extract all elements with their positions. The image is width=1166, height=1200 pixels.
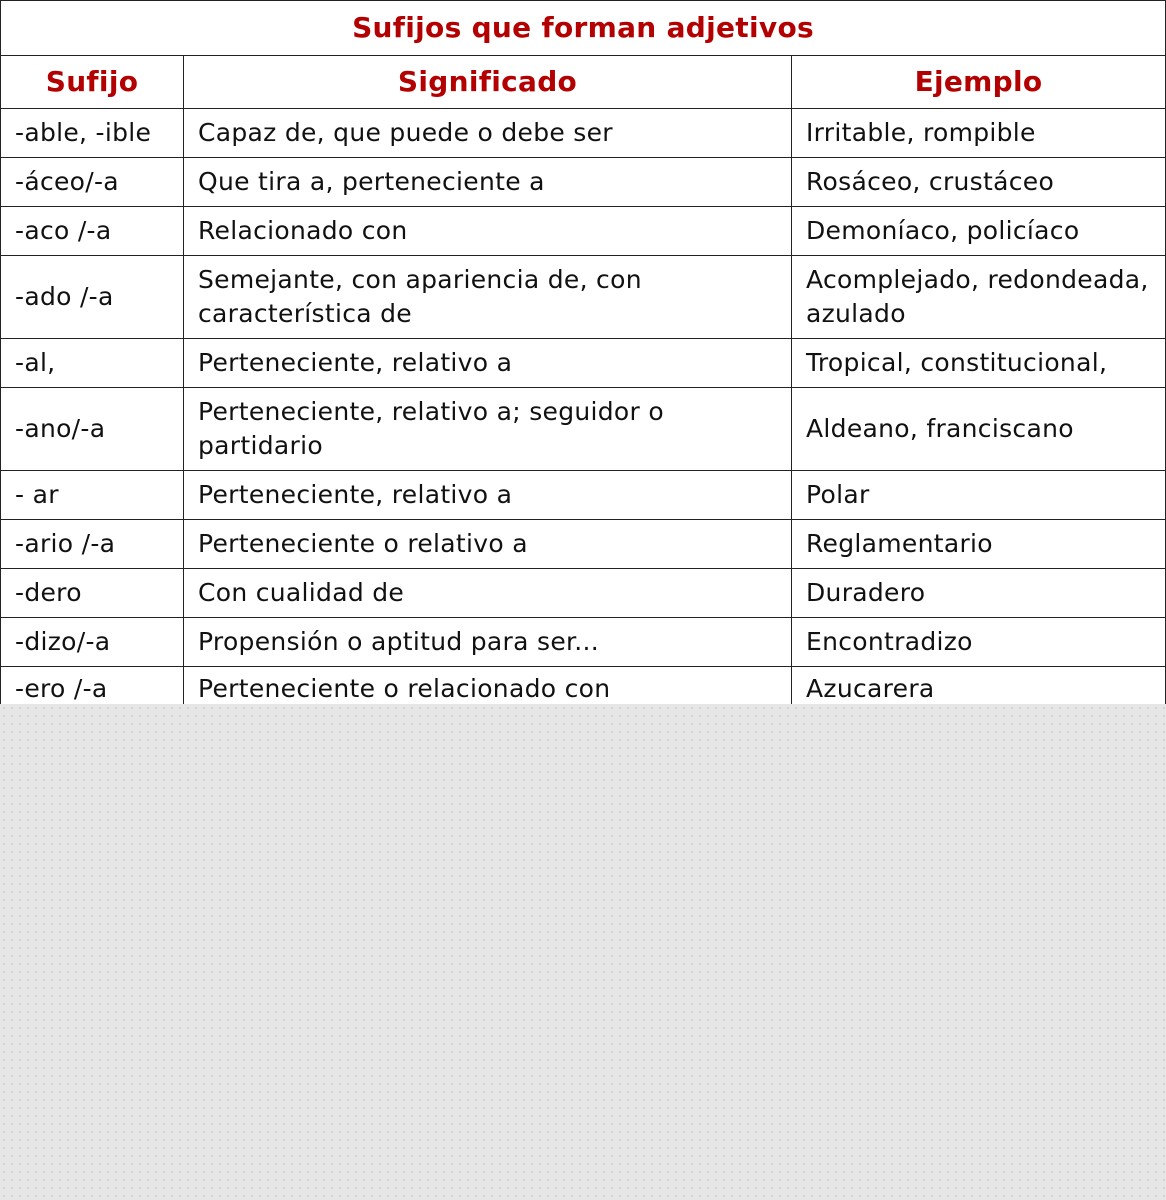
cell-suffix: - ar <box>1 471 184 520</box>
cell-example: Polar <box>792 471 1166 520</box>
cell-suffix: -ado /-a <box>1 256 184 339</box>
cell-meaning: Perteneciente o relativo a <box>184 520 792 569</box>
cell-example: Duradero <box>792 569 1166 618</box>
dotted-background-overlay <box>0 704 1166 1200</box>
cell-suffix: -aco /-a <box>1 207 184 256</box>
cell-meaning: Propensión o aptitud para ser... <box>184 618 792 667</box>
header-sufijo: Sufijo <box>1 56 184 109</box>
cell-meaning: Perteneciente, relativo a <box>184 339 792 388</box>
cell-example: Acomplejado, redondeada, azulado <box>792 256 1166 339</box>
cell-meaning: Relacionado con <box>184 207 792 256</box>
cell-suffix: -able, -ible <box>1 109 184 158</box>
table-row <box>1 207 1166 256</box>
cell-suffix: -ario /-a <box>1 520 184 569</box>
table-row <box>1 471 1166 520</box>
cell-example: Aldeano, franciscano <box>792 388 1166 471</box>
header-ejemplo: Ejemplo <box>792 56 1166 109</box>
cell-suffix: -al, <box>1 339 184 388</box>
table-row <box>1 339 1166 388</box>
cell-meaning: Perteneciente, relativo a; seguidor o partidario <box>184 388 792 471</box>
cell-meaning: Semejante, con apariencia de, con característica de <box>184 256 792 339</box>
table-row <box>1 158 1166 207</box>
cell-suffix: -áceo/-a <box>1 158 184 207</box>
table-row <box>1 569 1166 618</box>
table-row <box>1 109 1166 158</box>
cell-example: Azucarera <box>792 667 1166 721</box>
cell-meaning: Perteneciente o relacionado con <box>184 667 792 721</box>
table-title: Sufijos que forman adjetivos <box>1 1 1166 56</box>
table-row <box>1 618 1166 667</box>
cell-example: Demoníaco, policíaco <box>792 207 1166 256</box>
cell-example: Rosáceo, crustáceo <box>792 158 1166 207</box>
cell-suffix: -ero /-a <box>1 667 184 721</box>
cell-meaning: Con cualidad de <box>184 569 792 618</box>
cell-example: Irritable, rompible <box>792 109 1166 158</box>
cell-example: Reglamentario <box>792 520 1166 569</box>
cell-meaning: Capaz de, que puede o debe ser <box>184 109 792 158</box>
cell-suffix: -dero <box>1 569 184 618</box>
cell-suffix: -ano/-a <box>1 388 184 471</box>
table-row <box>1 520 1166 569</box>
cell-meaning: Perteneciente, relativo a <box>184 471 792 520</box>
cell-meaning: Que tira a, perteneciente a <box>184 158 792 207</box>
cell-example: Tropical, constitucional, <box>792 339 1166 388</box>
header-significado: Significado <box>184 56 792 109</box>
table-row <box>1 256 1166 339</box>
table-row <box>1 388 1166 471</box>
cell-example: Encontradizo <box>792 618 1166 667</box>
cell-suffix: -dizo/-a <box>1 618 184 667</box>
